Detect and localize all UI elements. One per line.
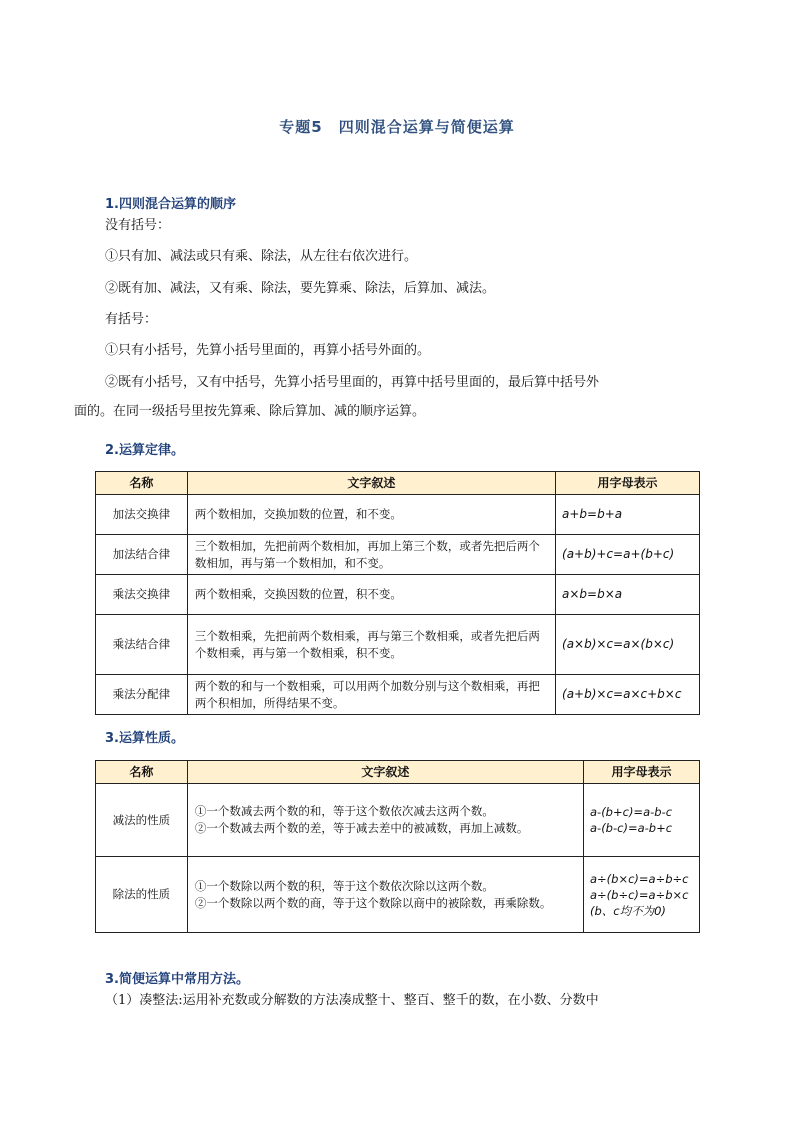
header-formula: 用字母表示 (556, 472, 700, 495)
table-row (96, 784, 700, 857)
property-name: 除法的性质 (96, 857, 188, 933)
header-name: 名称 (96, 761, 188, 784)
method-1: （1）凑整法:运用补充数或分解数的方法凑成整十、整百、整千的数，在小数、分数中 (105, 993, 599, 1008)
no-bracket-rule-2: ②既有加、减法，又有乘、除法，要先算乘、除法，后算加、减法。 (105, 281, 496, 296)
law-description: 两个数相乘，交换因数的位置，积不变。 (187, 575, 555, 615)
law-description: 三个数相乘，先把前两个数相乘，再与第三个数相乘，或者先把后两个数相乘，再与第一个数相乘，积不变。 (187, 615, 555, 675)
property-rule-2: ②一个数减去两个数的差，等于减去差中的被减数，再加上减数。 (194, 821, 529, 835)
section-4-heading: 3.简便运算中常用方法。 (105, 972, 249, 987)
law-name: 乘法交换律 (96, 575, 188, 615)
formula-line-1: a-(b+c)=a-b-c (590, 805, 673, 819)
property-name: 减法的性质 (96, 784, 188, 857)
law-name: 加法结合律 (96, 535, 188, 575)
property-description (187, 784, 583, 857)
property-description (187, 857, 583, 933)
header-formula: 用字母表示 (584, 761, 700, 784)
properties-table (95, 760, 700, 933)
law-formula: (a+b)×c=a×c+b×c (556, 675, 700, 715)
section-2-heading: 2.运算定律。 (105, 443, 184, 458)
section-1-heading: 1.四则混合运算的顺序 (105, 197, 236, 212)
law-name: 乘法分配律 (96, 675, 188, 715)
bracket-rule-2-line-2: 面的。在同一级括号里按先算乘、除后算加、减的顺序运算。 (74, 404, 426, 419)
header-name: 名称 (96, 472, 188, 495)
law-description: 两个数的和与一个数相乘，可以用两个加数分别与这个数相乘，再把两个积相加，所得结果不变。 (187, 675, 555, 715)
formula-line-1: a÷(b×c)=a÷b÷c (590, 871, 689, 886)
properties-table-header (96, 761, 700, 784)
property-rule-1: ①一个数除以两个数的积，等于这个数依次除以这两个数。 (194, 878, 494, 893)
property-rule-2: ②一个数除以两个数的商，等于这个数除以商中的被除数，再乘除数。 (194, 895, 552, 910)
bracket-label: 有括号： (105, 312, 158, 327)
law-name: 加法交换律 (96, 495, 188, 535)
section-3-heading: 3.运算性质。 (105, 731, 184, 746)
table-row (96, 615, 700, 675)
laws-table (95, 471, 700, 715)
laws-table-header (96, 472, 700, 495)
property-rule-1: ①一个数减去两个数的和，等于这个数依次减去这两个数。 (194, 804, 494, 818)
law-formula: (a+b)+c=a+(b+c) (556, 535, 700, 575)
law-description: 两个数相加，交换加数的位置，和不变。 (187, 495, 555, 535)
formula-line-2: a÷(b÷c)=a÷b×c (590, 887, 689, 902)
header-description: 文字叙述 (187, 472, 555, 495)
table-row (96, 495, 700, 535)
law-formula: a×b=b×a (556, 575, 700, 615)
no-bracket-label: 没有括号： (105, 218, 171, 233)
table-row (96, 535, 700, 575)
property-formula (584, 784, 700, 857)
bracket-rule-2-line-1: ②既有小括号，又有中括号，先算小括号里面的，再算中括号里面的，最后算中括号外 (105, 375, 600, 390)
formula-line-2: a-(b-c)=a-b+c (590, 821, 673, 835)
law-formula: a+b=b+a (556, 495, 700, 535)
no-bracket-rule-1: ①只有加、减法或只有乘、除法，从左往右依次进行。 (105, 249, 418, 264)
header-description: 文字叙述 (187, 761, 583, 784)
formula-note: (b、c均不为0) (590, 903, 666, 918)
table-row (96, 575, 700, 615)
page-title: 专题5 四则混合运算与简便运算 (279, 118, 515, 136)
bracket-rule-1: ①只有小括号，先算小括号里面的，再算小括号外面的。 (105, 343, 431, 358)
law-formula: (a×b)×c=a×(b×c) (556, 615, 700, 675)
law-name: 乘法结合律 (96, 615, 188, 675)
table-row (96, 857, 700, 933)
law-description: 三个数相加，先把前两个数相加，再加上第三个数，或者先把后两个数相加，再与第一个数相加，和不变。 (187, 535, 555, 575)
property-formula (584, 857, 700, 933)
table-row (96, 675, 700, 715)
